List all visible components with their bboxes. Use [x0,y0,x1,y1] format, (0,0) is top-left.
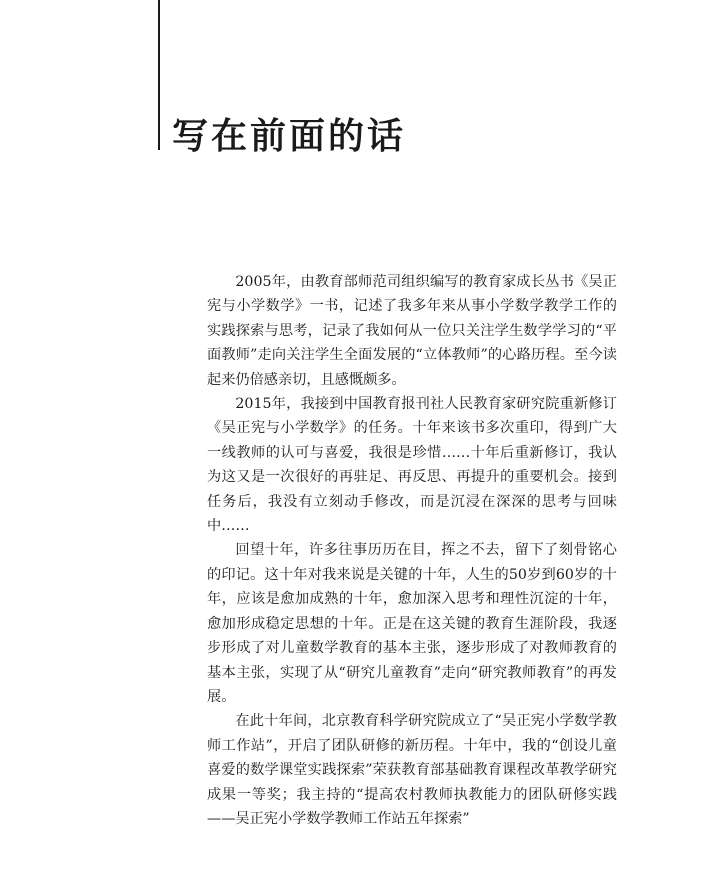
paragraph-3: 回望十年，许多往事历历在目，挥之不去，留下了刻骨铭心的印记。这十年对我来说是关键的十年，人生的50岁到60岁的十年，应该是愈加成熟的十年，愈加深入思考和理性沉淀的十年，愈加形成稳定思想的十年。正是在这关键的教育生涯阶段，我逐步形成了对儿童数学教育的基本主张，逐步形成了对教师教育的基本主张，实现了从“研究儿童教育”走向“研究教师教育”的再发展。 [207,542,617,705]
paragraph-4: 在此十年间，北京教育科学研究院成立了“吴正宪小学数学教师工作站”，开启了团队研修的新历程。十年中，我的“创设儿童喜爱的数学课堂实践探索”荣获教育部基础教育课程改革教学研究成果一等奖；我主持的“提高农村教师执教能力的团队研修实践——吴正宪小学数学教师工作站五年探索” [207,713,617,827]
paragraph-1: 2005年，由教育部师范司组织编写的教育家成长丛书《吴正宪与小学数学》一书，记述了我多年来从事小学数学教学工作的实践探索与思考，记录了我如何从一位只关注学生数学学习的“平面教师”走向关注学生全面发展的“立体教师”的心路历程。至今读起来仍倍感亲切，且感慨颇多。 [207,274,617,388]
paragraph-2: 2015年，我接到中国教育报刊社人民教育家研究院重新修订《吴正宪与小学数学》的任务。十年来该书多次重印，得到广大一线教师的认可与喜爱，我很是珍惜……十年后重新修订，我认为这又是一次很好的再驻足、再反思、再提升的重要机会。接到任务后，我没有立刻动手修改，而是沉浸在深深的思考与回味中…… [207,396,617,535]
page-title: 写在前面的话 [172,115,407,157]
body-text [207,270,617,831]
vertical-rule [158,0,160,150]
